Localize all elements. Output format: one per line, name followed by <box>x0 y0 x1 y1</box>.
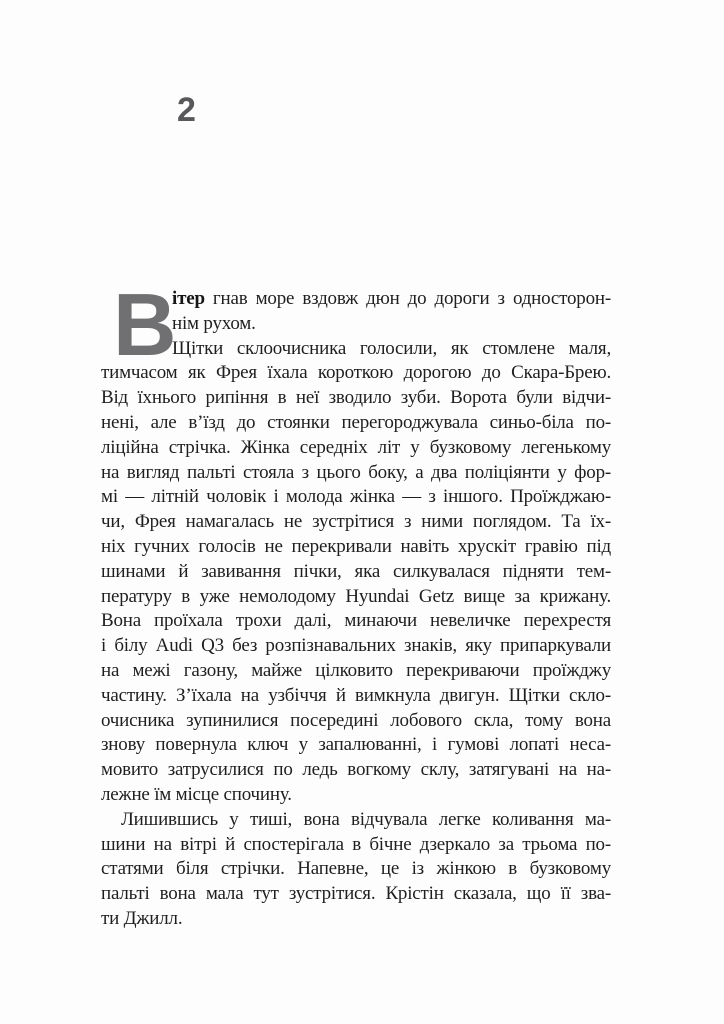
text-line: лежне їм місце спочину. <box>101 783 292 805</box>
text-line: мовито затрусилися по ледь вогкому склу, затягувані на на- <box>101 759 611 781</box>
text-line: ти Джилл. <box>101 907 183 929</box>
text-line: на межі газону, майже цілковито перекриваючи проїжджу <box>101 659 611 681</box>
text-line: очисника зупинилися посередині лобового скла, тому вона <box>101 709 611 731</box>
body-text <box>101 275 611 932</box>
text-line: ліційна стрічка. Жінка середніх літ у бузковому легенькому <box>101 436 611 458</box>
text-line: знову повернула ключ у запалюванні, і гумові лопаті неса- <box>101 734 611 756</box>
text-line: мі — літній чоловік і молода жінка — з іншого. Проїжджаю- <box>101 486 611 508</box>
text-line: тимчасом як Фрея їхала короткою дорогою до Скара-Брею. <box>101 362 611 384</box>
text-line: чи, Фрея намагалась не зустрітися з ними поглядом. Та їх- <box>101 511 611 533</box>
paragraph <box>101 287 611 337</box>
paragraph <box>101 808 611 932</box>
text-line: нім рухом. <box>172 312 256 334</box>
dropcap-letter: В <box>113 275 177 374</box>
text-line: шини на вітрі й спостерігала в бічне дзеркало за трьома по- <box>101 833 611 855</box>
text-line: Вона проїхала трохи далі, минаючи невеличке перехрестя <box>101 610 611 632</box>
text-line: Лишившись у тиші, вона відчувала легке коливання ма- <box>121 808 611 830</box>
text-line: нені, але в’їзд до стоянки перегороджувала синьо-біла по- <box>101 411 611 433</box>
text-line-rest: гнав море вздовж дюн до дороги з односторон- <box>204 288 611 309</box>
paragraph <box>101 337 611 808</box>
text-line: частину. З’їхала на узбіччя й вимкнула двигун. Щітки скло- <box>101 684 611 706</box>
text-line: пературу в уже немолодому Hyundai Getz вище за крижану. <box>101 585 611 607</box>
text-line: шинами й завивання пічки, яка силкувалася підняти тем- <box>101 560 611 582</box>
chapter-number: 2 <box>177 91 196 129</box>
text-line: ніх гучних голосів не перекривали навіть хрускіт гравію під <box>101 535 611 557</box>
text-line: і білу Audi Q3 без розпізнавальних знаків, яку припаркували <box>101 635 611 657</box>
text-line: пальті вона мала тут зустрітися. Крістін сказала, що її зва- <box>101 883 611 905</box>
text-line: статями біля стрічки. Напевне, це із жінкою в бузковому <box>101 858 611 880</box>
text-line: на вигляд пальті стояла з цього боку, а два поліціянти у фор- <box>101 461 611 483</box>
text-line <box>172 287 611 312</box>
lead-word: ітер <box>172 288 205 309</box>
text-line: Від їхнього рипіння в неї зводило зуби. Ворота були відчи- <box>101 387 611 409</box>
text-line: Щітки склоочисника голосили, як стомлене маля, <box>172 337 611 359</box>
